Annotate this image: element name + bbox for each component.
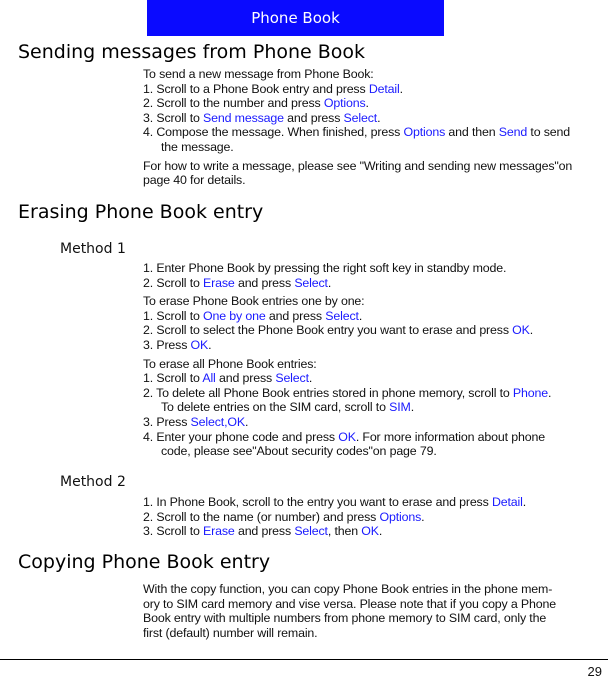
text-line [143,173,608,188]
menu-term: SIM [389,400,411,415]
text-line [143,495,608,510]
text-segment: 4. Compose the message. When finished, press [143,125,404,140]
text-line [143,338,608,353]
text-segment: ory to SIM card memory and vise versa. Please note that if you copy a Phone [143,596,556,611]
menu-term: Send message [203,110,284,125]
text-line [143,96,608,111]
text-segment: and press [283,110,344,125]
text-line [143,261,608,276]
text-segment: 2. Scroll to [143,275,204,290]
text-segment: 2. Scroll to the name (or number) and press [143,509,380,524]
menu-term: Options [379,509,422,524]
method-2-label: Method 2 [60,474,126,490]
text-line [143,294,608,309]
text-segment: 2. Scroll to select the Phone Book entry you want to erase and press [143,323,513,338]
text-segment: . [358,308,363,323]
menu-term: OK [338,429,356,444]
text-segment: Book entry with multiple numbers from phone memory to SIM card, only the [143,611,547,626]
text-line [143,309,608,324]
text-line [143,400,608,415]
text-segment: 1. In Phone Book, scroll to the entry you want to erase and press [143,495,492,509]
section-header-banner [147,0,444,36]
heading-erasing-entry: Erasing Phone Book entry [18,201,264,223]
text-segment: . [377,110,381,125]
menu-term: Phone [512,385,549,400]
text-segment: 3. Scroll to [143,110,204,125]
menu-term: One by one [203,308,266,323]
text-line [143,159,608,174]
menu-term: OK [361,524,379,539]
text-line [143,111,608,126]
text-segment: . [399,81,403,96]
text-segment: 4. Enter your phone code and press [143,429,339,444]
text-segment: 2. To delete all Phone Book entries stored in phone memory, scroll to [143,385,513,400]
text-segment: To send a new message from Phone Book: [143,67,374,81]
text-segment: and press [215,371,276,386]
text-segment: . [378,524,383,539]
method-1-label: Method 1 [60,241,126,257]
text-segment: 2. Scroll to the number and press [143,96,324,111]
text-segment: , then [327,524,362,539]
text-line [143,524,608,539]
text-segment: and press [234,524,295,539]
text-segment: To erase Phone Book entries one by one: [143,294,365,309]
text-segment: and then [445,125,499,140]
text-line [143,582,608,597]
menu-term: Options [403,125,446,140]
heading-sending-messages: Sending messages from Phone Book [18,41,366,63]
text-line [143,430,608,445]
text-segment: and press [265,308,326,323]
text-segment: 3. Scroll to [143,524,204,539]
menu-term: Select [294,524,328,539]
text-segment: . [308,371,313,386]
menu-term: Options [323,96,366,111]
text-segment: page 40 for details. [143,173,246,188]
heading-copying-entry: Copying Phone Book entry [18,551,271,573]
text-line [143,67,608,82]
menu-term: OK [190,337,209,352]
sending-messages-instructions [143,67,608,188]
menu-term: Select [294,275,328,290]
menu-term: Select [325,308,359,323]
footer-divider [0,659,608,660]
section-title: Phone Book [251,9,340,27]
text-line [143,386,608,401]
text-segment: . [365,96,369,111]
text-segment: . [244,414,249,429]
menu-term: Select [275,371,309,386]
text-segment: to send [527,125,570,140]
text-line [143,82,608,97]
text-segment: the message. [161,139,234,154]
method-1-instructions [143,261,608,459]
menu-term: Erase [203,275,235,290]
text-segment: 1. Scroll to [143,371,203,386]
text-segment: . [421,509,425,524]
text-segment: 1. Enter Phone Book by pressing the right soft key in standby mode. [143,261,507,275]
copying-instructions [143,582,608,640]
text-line [143,444,608,459]
text-segment: . [208,337,212,352]
menu-term: Erase [203,524,235,539]
text-line [143,611,608,626]
text-line [143,357,608,372]
text-segment: . [410,400,414,415]
text-segment: . [548,385,552,400]
text-line [143,371,608,386]
text-segment: To delete entries on the SIM card, scroll to [161,400,390,415]
text-segment: code, please see"About security codes"on page 79. [161,444,437,459]
text-segment: With the copy function, you can copy Phone Book entries in the phone mem- [143,582,553,596]
text-segment: . [327,275,332,290]
text-segment: 1. Scroll to a Phone Book entry and press [143,81,369,96]
text-line [143,626,608,641]
text-line [143,510,608,525]
menu-term: Detail [491,495,523,509]
text-line [143,276,608,291]
menu-term: Select,OK [190,414,245,429]
text-segment: 1. Scroll to [143,308,204,323]
menu-term: OK [512,323,530,338]
menu-term: Select [343,110,378,125]
menu-term: Send [498,125,528,140]
text-segment: To erase all Phone Book entries: [143,356,317,371]
page-number: 29 [587,664,602,679]
text-segment: . For more information about phone [355,429,545,444]
text-segment: 3. Press [143,337,191,352]
menu-term: All [202,371,216,386]
menu-term: Detail [368,81,400,96]
text-segment: first (default) number will remain. [143,625,318,640]
text-line [143,415,608,430]
text-line [143,323,608,338]
text-segment: . [529,323,534,338]
text-segment: . [522,495,527,509]
text-line [143,597,608,612]
text-segment: and press [234,275,295,290]
text-line [143,125,608,140]
text-segment: 3. Press [143,414,191,429]
method-2-instructions [143,495,608,539]
text-segment: For how to write a message, please see "Writing and sending new messages"on [143,158,573,173]
text-line [143,140,608,155]
